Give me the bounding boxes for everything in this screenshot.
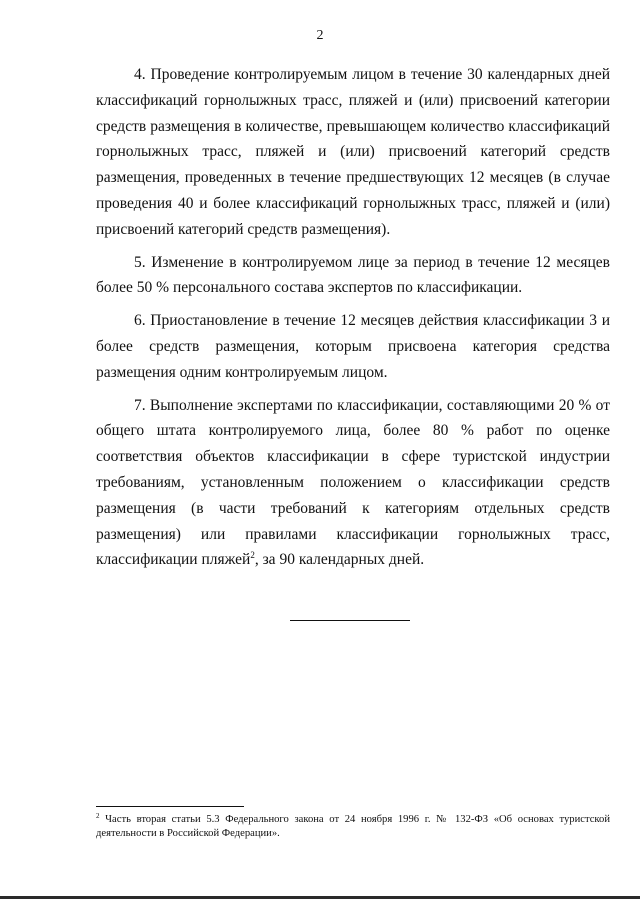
paragraph-6: 6. Приостановление в течение 12 месяцев действия классификации 3 и более средств размещения, которым присвоена категория средства размещения одним контролируемым лицом. bbox=[96, 312, 610, 381]
footnote bbox=[96, 813, 610, 841]
paragraph-7-tail: , за 90 календарных дней. bbox=[254, 551, 425, 569]
footnote-text: Часть вторая статьи 5.3 Федерального закона от 24 ноября 1996 г. № 132-ФЗ «Об основах туристской деятельности в Российской Федерации». bbox=[96, 814, 610, 839]
footnote-divider bbox=[96, 806, 244, 807]
paragraph-4: 4. Проведение контролируемым лицом в течение 30 календарных дней классификаций горнолыжных трасс, пляжей и (или) присвоений категории средств размещения в количестве, превышающем количество классификаций горнолыжных трасс, пляжей и (или) присвоений категорий средств размещения, проведенных в течение предшествующих 12 месяцев (в случае проведения 40 и более классификаций горнолыжных трасс, пляжей и (или) присвоений категорий средств размещения). bbox=[96, 66, 610, 238]
footnote-marker: 2 bbox=[96, 812, 100, 820]
document-body bbox=[96, 62, 610, 580]
paragraph-7-text: 7. Выполнение экспертами по классификации, составляющими 20 % от общего штата контролируемого лица, более 80 % работ по оценке соответствия объектов классификации в сфере туристской индустрии требованиям, установленным положением о классификации средств размещения (в части требований к категориям отдельных средств размещения) или правилами классификации горнолыжных трасс, классификации пляжей bbox=[96, 396, 610, 569]
page-number: 2 bbox=[316, 28, 324, 43]
footnote-reference: 2 bbox=[250, 550, 255, 561]
paragraph-7 bbox=[96, 393, 610, 574]
section-end-divider bbox=[290, 620, 410, 621]
paragraph-5: 5. Изменение в контролируемом лице за период в течение 12 месяцев более 50 % персонального состава экспертов по классификации. bbox=[96, 253, 610, 297]
